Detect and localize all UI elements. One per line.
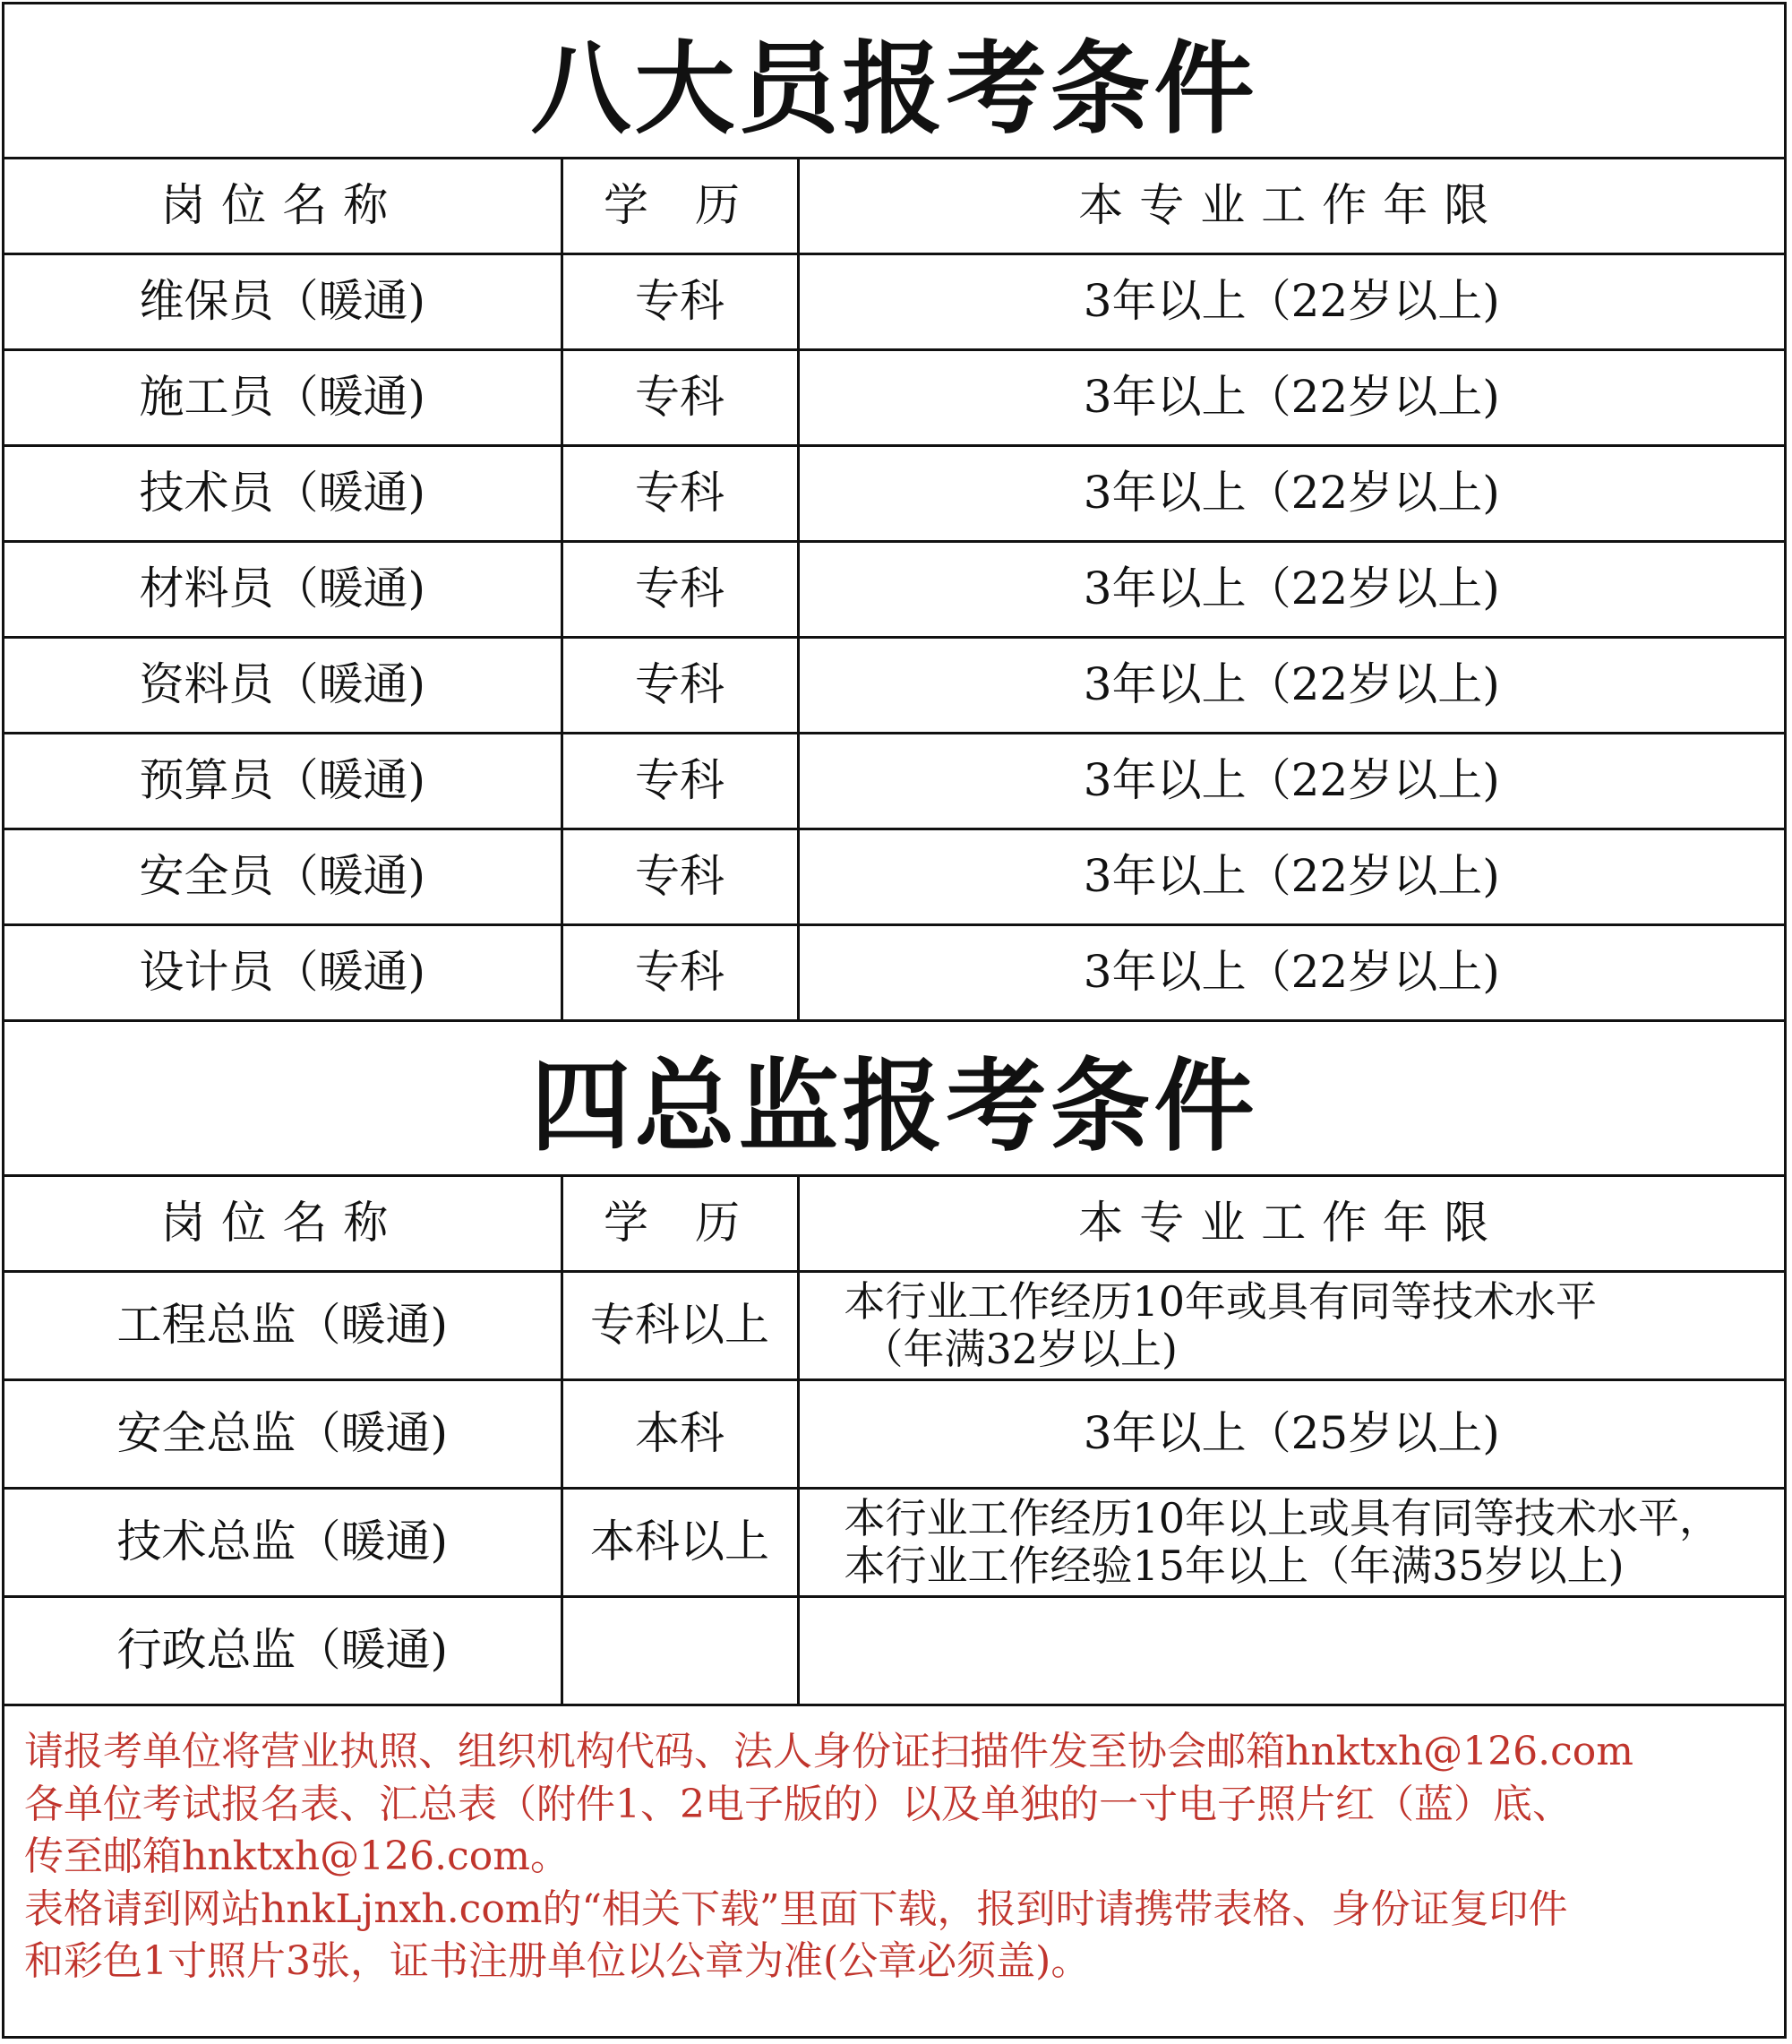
years-cell: 3年以上（22岁以上) bbox=[798, 542, 1784, 638]
section2-table bbox=[4, 1177, 1784, 1706]
header-position: 岗位名称 bbox=[4, 1177, 562, 1272]
table-row bbox=[4, 829, 1784, 925]
table-row bbox=[4, 254, 1784, 350]
years-cell: 3年以上（22岁以上) bbox=[798, 734, 1784, 829]
education-cell: 本科 bbox=[562, 1380, 798, 1489]
note-line: 表格请到网站hnkLjnxh.com的“相关下载”里面下载，报到时请携带表格、身份证复印件 bbox=[24, 1885, 1568, 1932]
requirements-sheet bbox=[2, 2, 1787, 2039]
education-cell: 专科 bbox=[562, 829, 798, 925]
education-cell: 专科以上 bbox=[562, 1272, 798, 1380]
table-row bbox=[4, 1380, 1784, 1489]
note-line: 和彩色1寸照片3张，证书注册单位以公章为准(公章必须盖)。 bbox=[24, 1938, 1091, 1985]
position-cell: 材料员（暖通) bbox=[4, 542, 562, 638]
position-cell: 技术员（暖通) bbox=[4, 446, 562, 542]
education-cell: 专科 bbox=[562, 925, 798, 1021]
section1-title: 八大员报考条件 bbox=[4, 4, 1784, 159]
position-cell: 设计员（暖通) bbox=[4, 925, 562, 1021]
years-cell: 3年以上（22岁以上) bbox=[798, 638, 1784, 734]
position-cell: 工程总监（暖通) bbox=[4, 1272, 562, 1380]
years-cell: 3年以上（22岁以上) bbox=[798, 350, 1784, 446]
position-cell: 安全总监（暖通) bbox=[4, 1380, 562, 1489]
position-cell: 行政总监（暖通) bbox=[4, 1597, 562, 1705]
header-position: 岗位名称 bbox=[4, 159, 562, 254]
section2-header-row bbox=[4, 1177, 1784, 1272]
table-row bbox=[4, 446, 1784, 542]
years-line-1: 本行业工作经历10年以上或具有同等技术水平， bbox=[844, 1494, 1721, 1543]
section1-header-row bbox=[4, 159, 1784, 254]
years-cell: 3年以上（22岁以上) bbox=[798, 446, 1784, 542]
education-cell: 专科 bbox=[562, 350, 798, 446]
table-row bbox=[4, 1272, 1784, 1380]
section2-title: 四总监报考条件 bbox=[4, 1022, 1784, 1177]
years-line-2: （年满32岁以上) bbox=[862, 1325, 1178, 1373]
position-cell: 资料员（暖通) bbox=[4, 638, 562, 734]
education-cell: 专科 bbox=[562, 734, 798, 829]
table-row bbox=[4, 734, 1784, 829]
header-education: 学 历 bbox=[562, 159, 798, 254]
note-line: 请报考单位将营业执照、组织机构代码、法人身份证扫描件发至协会邮箱hnktxh@126.com bbox=[24, 1729, 1633, 1774]
education-cell: 专科 bbox=[562, 446, 798, 542]
years-line-2: 本行业工作经验15年以上（年满35岁以上) bbox=[844, 1542, 1625, 1590]
years-cell bbox=[798, 1489, 1784, 1597]
table-row bbox=[4, 1597, 1784, 1705]
note-line: 各单位考试报名表、汇总表（附件1、2电子版的）以及单独的一寸电子照片红（蓝）底、 bbox=[24, 1781, 1572, 1827]
education-cell: 专科 bbox=[562, 638, 798, 734]
header-years: 本专业工作年限 bbox=[798, 159, 1784, 254]
education-cell: 专科 bbox=[562, 254, 798, 350]
education-cell: 本科以上 bbox=[562, 1489, 798, 1597]
table-row bbox=[4, 1489, 1784, 1597]
section1-table bbox=[4, 159, 1784, 1022]
years-cell: 3年以上（25岁以上) bbox=[798, 1380, 1784, 1489]
notes-block bbox=[4, 1706, 1784, 1988]
position-cell: 预算员（暖通) bbox=[4, 734, 562, 829]
years-cell bbox=[798, 1272, 1784, 1380]
header-years: 本专业工作年限 bbox=[798, 1177, 1784, 1272]
table-row bbox=[4, 350, 1784, 446]
table-row bbox=[4, 638, 1784, 734]
years-cell: 3年以上（22岁以上) bbox=[798, 254, 1784, 350]
position-cell: 安全员（暖通) bbox=[4, 829, 562, 925]
table-row bbox=[4, 542, 1784, 638]
years-cell: 3年以上（22岁以上) bbox=[798, 925, 1784, 1021]
years-line-1: 本行业工作经历10年或具有同等技术水平 bbox=[844, 1277, 1598, 1327]
education-cell bbox=[562, 1597, 798, 1705]
years-cell bbox=[798, 1597, 1784, 1705]
header-education: 学 历 bbox=[562, 1177, 798, 1272]
position-cell: 技术总监（暖通) bbox=[4, 1489, 562, 1597]
position-cell: 施工员（暖通) bbox=[4, 350, 562, 446]
education-cell: 专科 bbox=[562, 542, 798, 638]
table-row bbox=[4, 925, 1784, 1021]
position-cell: 维保员（暖通) bbox=[4, 254, 562, 350]
years-cell: 3年以上（22岁以上) bbox=[798, 829, 1784, 925]
note-line: 传至邮箱hnktxh@126.com。 bbox=[24, 1834, 570, 1880]
